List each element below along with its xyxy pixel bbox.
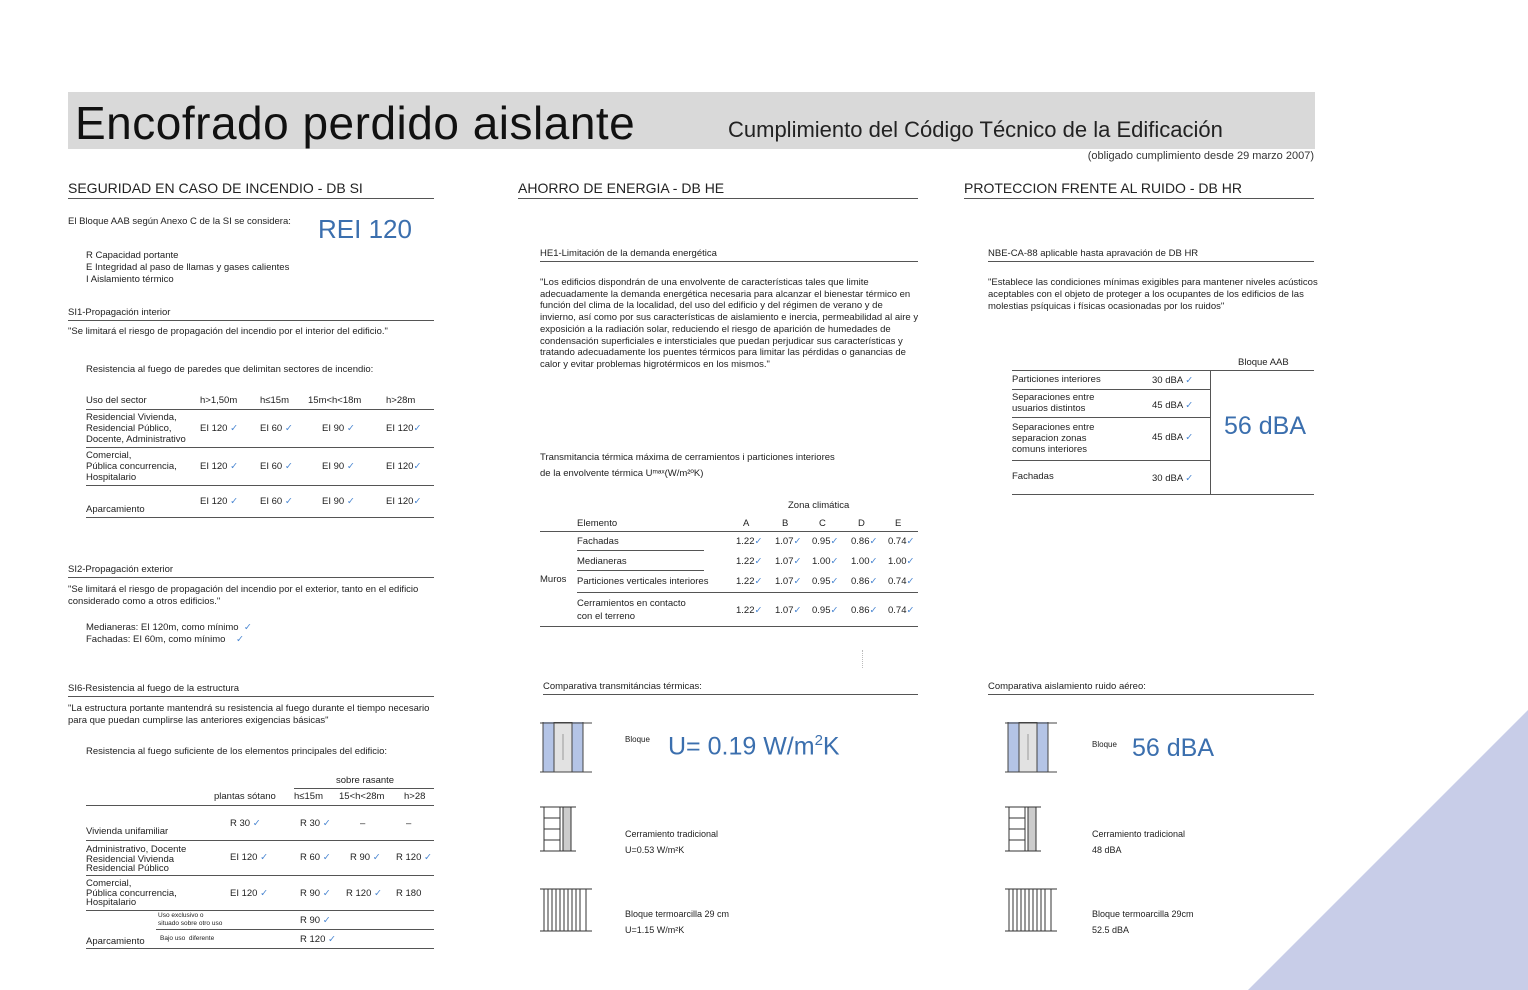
check-icon: ✓ bbox=[322, 818, 331, 829]
table-cell: R 90 ✓ bbox=[300, 888, 331, 899]
check-icon: ✓ bbox=[235, 634, 244, 645]
table-header: B bbox=[782, 518, 789, 529]
check-icon: ✓ bbox=[260, 852, 269, 863]
si6-text: "La estructura portante mantendrá su resistencia al fuego durante el tiempo necesario para que puedan cumplirse las anteriores exigencias básicas" bbox=[68, 703, 430, 726]
table-cell: Fachadas bbox=[1012, 471, 1054, 482]
check-icon: ✓ bbox=[260, 888, 269, 899]
table-header: h≤15m bbox=[294, 791, 323, 802]
rei-legend-item: E Integridad al paso de llamas y gases calientes bbox=[86, 262, 290, 273]
table-row bbox=[86, 409, 434, 447]
check-icon: ✓ bbox=[284, 422, 293, 434]
table-cell: 0.95✓ bbox=[812, 536, 839, 547]
table-cell: 1.07✓ bbox=[775, 536, 802, 547]
table-cell: 0.74✓ bbox=[888, 536, 915, 547]
termo-value: 52.5 dBA bbox=[1092, 925, 1130, 935]
bloque-u-value bbox=[668, 732, 840, 761]
bloque-u-unit: K bbox=[822, 732, 840, 761]
table-cell: 1.22✓ bbox=[736, 576, 763, 587]
check-icon: ✓ bbox=[230, 495, 239, 507]
check-icon: ✓ bbox=[830, 605, 839, 616]
table-header: h>28 bbox=[404, 791, 426, 802]
check-icon: ✓ bbox=[1185, 473, 1194, 484]
table-header: C bbox=[819, 518, 826, 529]
table-cell: EI 120 ✓ bbox=[200, 422, 239, 434]
check-icon: ✓ bbox=[793, 605, 802, 616]
si6-table-caption: Resistencia al fuego suficiente de los elementos principales del edificio: bbox=[86, 746, 388, 757]
rei-intro: El Bloque AAB según Anexo C de la SI se considera: bbox=[68, 216, 291, 227]
divider bbox=[577, 592, 918, 593]
table-cell: R 120 ✓ bbox=[346, 888, 382, 899]
table-cell: EI 60 ✓ bbox=[260, 460, 293, 472]
table-cell: 0.86✓ bbox=[851, 576, 878, 587]
check-icon: ✓ bbox=[830, 536, 839, 547]
table-header-row bbox=[86, 393, 434, 409]
trad-value: U=0.53 W/m²K bbox=[625, 845, 685, 855]
he1-text: "Los edificios dispondrán de una envolvente de características tales que limite adecuadamente la demanda energética necesaria para alcanzar el bienestar térmico en función del clima de la localidad, del uso del edificio y del régimen de verano y de invierno, así como por sus características de aislamiento e inercia, permeabilidad al aire y exposición a la radiación solar, reduciendo el riesgo de aparición de humedades de condensación superficiales e intersticiales que puedan perjudicar sus características y tratando adecuadamente los puentes térmicos para limitar las pérdidas o ganancias de calor y evitar problemas higrotérmicos en los mismos." bbox=[540, 277, 919, 370]
check-icon: ✓ bbox=[754, 576, 763, 587]
divider bbox=[540, 626, 918, 627]
check-icon: ✓ bbox=[243, 622, 252, 633]
si1-text: "Se limitará el riesgo de propagación del incendio por el interior del edificio." bbox=[68, 326, 388, 337]
check-icon: ✓ bbox=[754, 605, 763, 616]
bloque-section-icon bbox=[1005, 722, 1057, 774]
he1-title: HE1-Limitación de la demanda energética bbox=[540, 248, 918, 262]
table-cell: 45 dBA ✓ bbox=[1152, 400, 1194, 411]
check-icon: ✓ bbox=[322, 915, 331, 926]
table-header: Bloque AAB bbox=[1238, 357, 1289, 368]
check-icon: ✓ bbox=[1185, 375, 1194, 386]
table-cell: Residencial Vivienda, Residencial Público, Docente, Administrativo bbox=[86, 411, 186, 445]
check-icon: ✓ bbox=[322, 852, 331, 863]
table-cell: 1.00✓ bbox=[888, 556, 915, 567]
si1-table bbox=[86, 393, 434, 518]
check-icon: ✓ bbox=[906, 576, 915, 587]
traditional-wall-icon bbox=[540, 805, 580, 853]
table-header: h≤15m bbox=[260, 395, 289, 407]
check-icon: ✓ bbox=[906, 605, 915, 616]
table-cell: 1.07✓ bbox=[775, 556, 802, 567]
divider bbox=[86, 875, 434, 876]
page-subtitle: Cumplimiento del Código Técnico de la Edificación bbox=[728, 117, 1223, 142]
table-cell: Administrativo, Docente Residencial Vivienda Residencial Público bbox=[86, 844, 187, 874]
table-header: D bbox=[858, 518, 865, 529]
divider bbox=[862, 650, 863, 668]
decorative-corner-triangle bbox=[1248, 710, 1528, 990]
trad-label: Cerramiento tradicional bbox=[1092, 829, 1186, 839]
column-fire-safety bbox=[68, 180, 434, 199]
termo-label: Bloque termoarcilla 29cm bbox=[1092, 909, 1194, 919]
check-icon: ✓ bbox=[284, 495, 293, 507]
check-icon: ✓ bbox=[793, 556, 802, 567]
bloque-noise-value: 56 dBA bbox=[1132, 734, 1215, 762]
table-cell: 45 dBA ✓ bbox=[1152, 432, 1194, 443]
check-icon: ✓ bbox=[869, 576, 878, 587]
table-cell: 1.22✓ bbox=[736, 556, 763, 567]
table-cell: EI 120 ✓ bbox=[230, 852, 269, 863]
check-icon: ✓ bbox=[284, 460, 293, 472]
column-energy bbox=[518, 180, 918, 199]
check-icon: ✓ bbox=[252, 818, 261, 829]
table-cell: R 60 ✓ bbox=[300, 852, 331, 863]
divider bbox=[156, 929, 434, 930]
table-cell: 1.07✓ bbox=[775, 576, 802, 587]
si2-items bbox=[86, 622, 252, 646]
table-cell: 1.22✓ bbox=[736, 536, 763, 547]
check-icon: ✓ bbox=[372, 852, 381, 863]
si2-item: Medianeras: EI 120m, como mínimo ✓ bbox=[86, 622, 252, 633]
table-header: h>1,50m bbox=[200, 395, 238, 407]
termo-label: Bloque termoarcilla 29 cm bbox=[625, 909, 730, 919]
table-cell: Cerramientos en contacto con el terreno bbox=[577, 598, 686, 622]
check-icon: ✓ bbox=[1185, 432, 1194, 443]
divider bbox=[1012, 370, 1314, 371]
termoarcilla-block-icon bbox=[1005, 885, 1057, 935]
table-header: plantas sótano bbox=[214, 791, 276, 802]
table-cell: Particiones verticales interiores bbox=[577, 576, 709, 587]
divider bbox=[294, 788, 434, 789]
check-icon: ✓ bbox=[830, 576, 839, 587]
table-cell: Separaciones entre usuarios distintos bbox=[1012, 392, 1095, 414]
table-cell: Comercial, Pública concurrencia, Hospitalario bbox=[86, 878, 177, 908]
table-header: Elemento bbox=[577, 518, 618, 529]
traditional-wall-icon bbox=[1005, 805, 1045, 853]
check-icon: ✓ bbox=[906, 536, 915, 547]
title-note: (obligado cumplimiento desde 29 marzo 2007) bbox=[1087, 150, 1314, 162]
check-icon: ✓ bbox=[754, 536, 763, 547]
rei-value: REI 120 bbox=[318, 214, 412, 244]
divider bbox=[86, 840, 434, 841]
comp-title: Comparativa aislamiento ruido aéreo: bbox=[988, 681, 1314, 695]
trans-caption: de la envolvente térmica Uᵐᵃˣ(W/m²ºK) bbox=[540, 468, 704, 479]
table-cell: Uso exclusivo o situado sobre otro uso bbox=[158, 912, 223, 927]
column-heading: PROTECCION FRENTE AL RUIDO - DB HR bbox=[964, 180, 1314, 199]
divider bbox=[577, 550, 704, 551]
comp-title: Comparativa transmitáncias térmicas: bbox=[543, 681, 918, 695]
table-cell: 0.86✓ bbox=[851, 605, 878, 616]
si2-item: Fachadas: EI 60m, como mínimo ✓ bbox=[86, 634, 244, 645]
table-cell: 30 dBA ✓ bbox=[1152, 473, 1194, 484]
table-cell: Fachadas bbox=[577, 536, 619, 547]
si6-group-header: sobre rasante bbox=[336, 775, 395, 786]
check-icon: ✓ bbox=[413, 495, 422, 507]
divider bbox=[86, 948, 434, 949]
rei-legend-item: I Aislamiento térmico bbox=[86, 274, 174, 285]
divider bbox=[86, 805, 434, 806]
page-title: Encofrado perdido aislante bbox=[75, 97, 636, 149]
table-cell: 1.22✓ bbox=[736, 605, 763, 616]
table-cell: Aparcamiento bbox=[86, 936, 145, 947]
table-cell: 0.74✓ bbox=[888, 576, 915, 587]
table-row bbox=[86, 447, 434, 485]
check-icon: ✓ bbox=[793, 576, 802, 587]
divider bbox=[1012, 460, 1210, 461]
si1-table-caption: Resistencia al fuego de paredes que delimitan sectores de incendio: bbox=[86, 364, 374, 375]
divider bbox=[1210, 370, 1211, 494]
check-icon: ✓ bbox=[906, 556, 915, 567]
table-cell: – bbox=[360, 818, 366, 829]
termoarcilla-block-icon bbox=[540, 885, 592, 935]
bloque-section-icon bbox=[540, 722, 592, 774]
table-cell: 0.95✓ bbox=[812, 576, 839, 587]
trad-value: 48 dBA bbox=[1092, 845, 1122, 855]
check-icon: ✓ bbox=[413, 460, 422, 472]
nbe-text: "Establece las condiciones mínimas exigibles para mantener niveles acústicos aceptables con el objeto de proteger a los ocupantes de los edificios de las molestias psíquicas i físicas ocasionadas por los ruidos" bbox=[988, 277, 1318, 312]
nbe-title: NBE-CA-88 aplicable hasta apravación de DB HR bbox=[988, 248, 1314, 262]
table-cell: EI 120 ✓ bbox=[200, 495, 239, 507]
table-cell: EI 120✓ bbox=[386, 460, 422, 472]
group-label: Muros bbox=[540, 574, 567, 585]
table-cell: 0.74✓ bbox=[888, 605, 915, 616]
divider bbox=[1012, 389, 1210, 390]
bloque-u-number: U= 0.19 W/m bbox=[668, 732, 815, 761]
check-icon: ✓ bbox=[869, 536, 878, 547]
table-cell: Particiones interiores bbox=[1012, 374, 1101, 385]
check-icon: ✓ bbox=[413, 422, 422, 434]
table-row bbox=[86, 485, 434, 517]
column-noise bbox=[964, 180, 1314, 199]
si2-title: SI2-Propagación exterior bbox=[68, 564, 434, 578]
table-cell: 1.00✓ bbox=[851, 556, 878, 567]
table-cell: 1.07✓ bbox=[775, 605, 802, 616]
table-cell: EI 120 ✓ bbox=[230, 888, 269, 899]
check-icon: ✓ bbox=[1185, 400, 1194, 411]
table-header: Uso del sector bbox=[86, 395, 147, 407]
termo-value: U=1.15 W/m²K bbox=[625, 925, 685, 935]
table-cell: Separaciones entre separacion zonas comuns interiores bbox=[1012, 422, 1095, 455]
trans-caption: Transmitancia térmica máxima de cerramientos i particiones interiores bbox=[540, 452, 835, 463]
table-cell: EI 60 ✓ bbox=[260, 495, 293, 507]
table-cell: EI 120 ✓ bbox=[200, 460, 239, 472]
rei-legend bbox=[86, 250, 289, 286]
table-cell: R 90 ✓ bbox=[300, 915, 331, 926]
check-icon: ✓ bbox=[869, 556, 878, 567]
table-cell: EI 90 ✓ bbox=[322, 422, 355, 434]
check-icon: ✓ bbox=[374, 888, 382, 899]
table-header: h>28m bbox=[386, 395, 416, 407]
divider bbox=[540, 531, 918, 532]
bloque-dba-value: 56 dBA bbox=[1224, 412, 1307, 440]
check-icon: ✓ bbox=[869, 605, 878, 616]
divider bbox=[577, 570, 704, 571]
check-icon: ✓ bbox=[346, 422, 355, 434]
table-cell: R 30 ✓ bbox=[300, 818, 331, 829]
bloque-label: Bloque bbox=[625, 735, 650, 744]
check-icon: ✓ bbox=[754, 556, 763, 567]
table-cell: R 30 ✓ bbox=[230, 818, 261, 829]
check-icon: ✓ bbox=[424, 852, 432, 863]
table-cell: EI 90 ✓ bbox=[322, 460, 355, 472]
table-cell: 0.95✓ bbox=[812, 605, 839, 616]
table-cell: R 180 bbox=[396, 888, 422, 899]
table-cell: EI 60 ✓ bbox=[260, 422, 293, 434]
check-icon: ✓ bbox=[346, 460, 355, 472]
rei-legend-item: R Capacidad portante bbox=[86, 250, 179, 261]
table-header: E bbox=[895, 518, 902, 529]
divider bbox=[1012, 417, 1210, 418]
table-cell: 1.00✓ bbox=[812, 556, 839, 567]
check-icon: ✓ bbox=[328, 934, 336, 945]
table-cell: EI 120✓ bbox=[386, 495, 422, 507]
check-icon: ✓ bbox=[230, 422, 239, 434]
table-cell: Aparcamiento bbox=[86, 503, 145, 515]
trad-label: Cerramiento tradicional bbox=[625, 829, 719, 839]
column-heading: SEGURIDAD EN CASO DE INCENDIO - DB SI bbox=[68, 180, 434, 199]
check-icon: ✓ bbox=[346, 495, 355, 507]
table-cell: EI 120✓ bbox=[386, 422, 422, 434]
table-cell: Medianeras bbox=[577, 556, 627, 567]
table-cell: – bbox=[406, 818, 412, 829]
check-icon: ✓ bbox=[322, 888, 331, 899]
bloque-label: Bloque bbox=[1092, 740, 1117, 749]
si1-title: SI1-Propagación interior bbox=[68, 307, 434, 321]
check-icon: ✓ bbox=[830, 556, 839, 567]
table-cell: Bajo uso diferente bbox=[160, 935, 215, 942]
table-cell: EI 90 ✓ bbox=[322, 495, 355, 507]
column-heading: AHORRO DE ENERGIA - DB HE bbox=[518, 180, 918, 199]
table-cell: R 90 ✓ bbox=[350, 852, 381, 863]
table-header: A bbox=[743, 518, 750, 529]
table-cell: R 120 ✓ bbox=[396, 852, 432, 863]
table-cell: R 120 ✓ bbox=[300, 934, 336, 945]
check-icon: ✓ bbox=[230, 460, 239, 472]
table-cell: Vivienda unifamiliar bbox=[86, 826, 169, 837]
si2-text: "Se limitará el riesgo de propagación del incendio por el exterior, tanto en el edificio considerado como a otros edificios." bbox=[68, 584, 419, 607]
divider bbox=[1012, 494, 1314, 495]
table-header: 15<h<28m bbox=[339, 791, 385, 802]
zona-climatica: Zona climática bbox=[788, 500, 850, 511]
table-cell: 30 dBA ✓ bbox=[1152, 375, 1194, 386]
check-icon: ✓ bbox=[793, 536, 802, 547]
table-cell: Comercial, Pública concurrencia, Hospitalario bbox=[86, 449, 177, 483]
bloque-u-sup: 2 bbox=[814, 732, 823, 749]
table-cell: 0.86✓ bbox=[851, 536, 878, 547]
divider bbox=[86, 910, 434, 911]
table-header: 15m<h<18m bbox=[308, 395, 362, 407]
si6-title: SI6-Resistencia al fuego de la estructura bbox=[68, 683, 434, 697]
